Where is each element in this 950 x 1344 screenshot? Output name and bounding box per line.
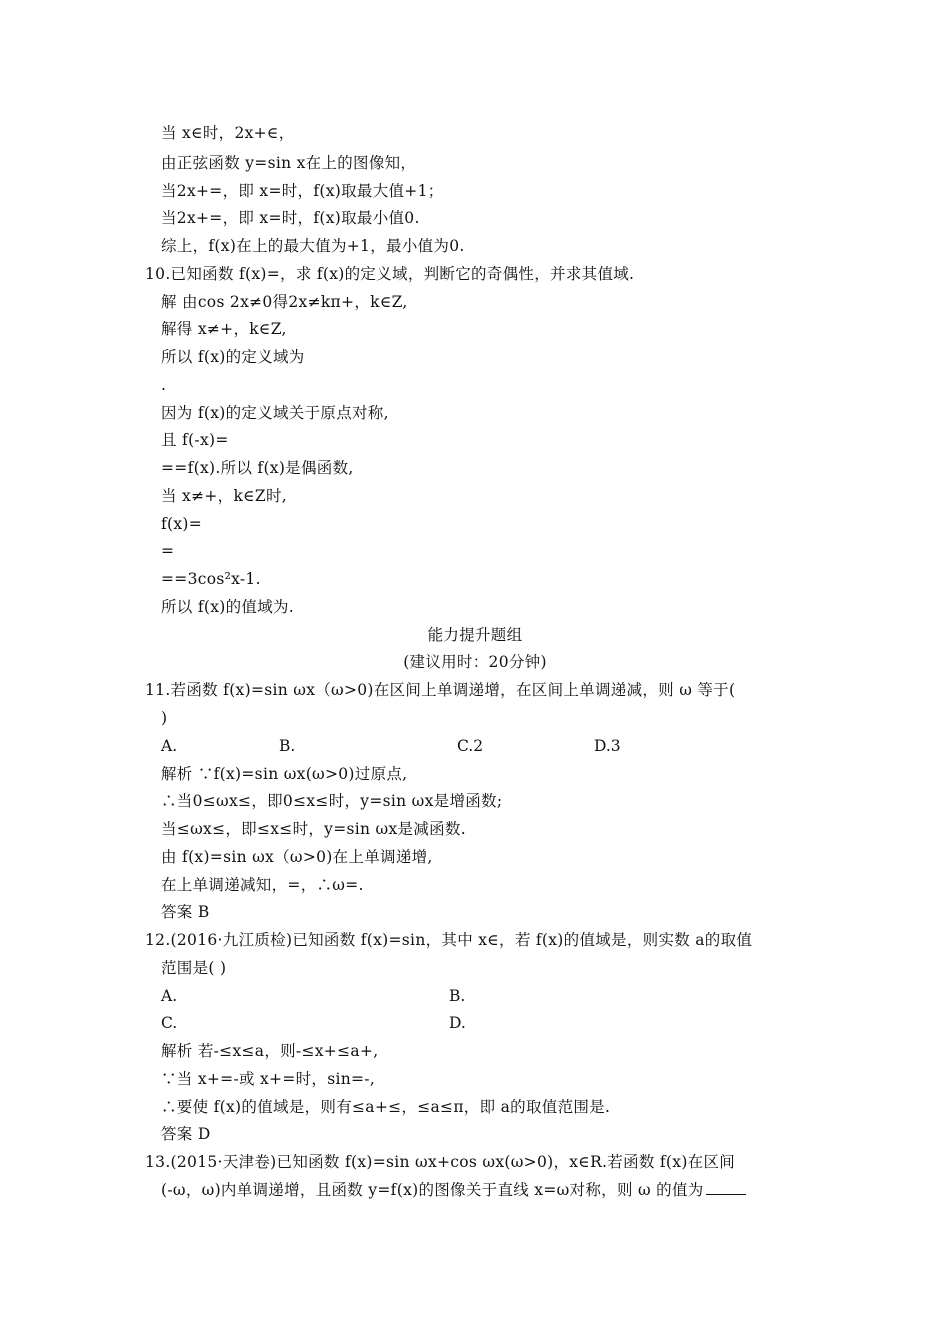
text-line: 当 x≠+，k∈Z时, — [161, 487, 288, 505]
text-line: 当 x∈时，2x+∈， — [161, 124, 295, 142]
text-line: f(x)= — [161, 515, 203, 533]
problem-10: 10.已知函数 f(x)=，求 f(x)的定义域，判断它的奇偶性，并求其值域. — [145, 265, 635, 283]
option-d: D. — [449, 1014, 466, 1032]
text-line: 范围是( ) — [161, 959, 227, 977]
text-line: 且 f(-x)= — [161, 431, 229, 449]
option-c: C.2 — [457, 737, 484, 755]
text-line: 解 由cos 2x≠0得2x≠kπ+，k∈Z, — [161, 293, 408, 311]
text-line: ∴要使 f(x)的值域是，则有≤a+≤，≤a≤π，即 a的取值范围是. — [161, 1098, 611, 1116]
text-line: ==3cos²x-1. — [161, 570, 261, 588]
option-c: C. — [161, 1014, 178, 1032]
text-line: 当2x+=，即 x=时，f(x)取最小值0. — [161, 209, 420, 227]
text-line: 当2x+=，即 x=时，f(x)取最大值+1； — [161, 182, 444, 200]
problem-11: 11.若函数 f(x)=sin ωx（ω>0)在区间上单调递增，在区间上单调递减，则 ω 等于( — [145, 681, 736, 699]
text-line: ==f(x).所以 f(x)是偶函数, — [161, 459, 354, 477]
text-line: 由正弦函数 y=sin x在上的图像知， — [161, 154, 417, 172]
text-line — [161, 1180, 746, 1200]
option-b: B. — [449, 987, 466, 1005]
section-subtitle: (建议用时：20分钟) — [403, 653, 547, 671]
text-line: . — [161, 376, 167, 394]
answer-blank — [706, 1180, 746, 1195]
problem-12: 12.(2016·九江质检)已知函数 f(x)=sin，其中 x∈，若 f(x)的值域是，则实数 a的取值 — [145, 931, 753, 949]
text-line: 所以 f(x)的值域为. — [161, 598, 295, 616]
text-line: 由 f(x)=sin ωx（ω>0)在上单调递增, — [161, 848, 433, 866]
answer: 答案 B — [161, 903, 210, 921]
option-a: A. — [161, 737, 178, 755]
text-line: 当≤ωx≤，即≤x≤时，y=sin ωx是减函数. — [161, 820, 466, 838]
text-line: 因为 f(x)的定义域关于原点对称, — [161, 404, 389, 422]
option-a: A. — [161, 987, 178, 1005]
text-line: ) — [161, 709, 168, 727]
answer: 答案 D — [161, 1125, 211, 1143]
section-title: 能力提升题组 — [427, 626, 523, 644]
text-line: 所以 f(x)的定义域为 — [161, 348, 305, 366]
problem-13: 13.(2015·天津卷)已知函数 f(x)=sin ωx+cos ωx(ω>0)，x∈R.若函数 f(x)在区间 — [145, 1153, 736, 1171]
text-line: 在上单调递减知，=，∴ω=. — [161, 876, 364, 894]
text-line: 解析 若-≤x≤a，则-≤x+≤a+, — [161, 1042, 379, 1060]
text-line: 解得 x≠+，k∈Z, — [161, 320, 287, 338]
option-b: B. — [279, 737, 296, 755]
text-line-content: (-ω，ω)内单调递增，且函数 y=f(x)的图像关于直线 x=ω对称，则 ω 的值为 — [161, 1181, 704, 1199]
text-line: = — [161, 542, 175, 560]
option-d: D.3 — [594, 737, 621, 755]
text-line: 综上，f(x)在上的最大值为+1，最小值为0. — [161, 237, 465, 255]
text-line: 解析 ∵f(x)=sin ωx(ω>0)过原点, — [161, 765, 408, 783]
text-line: ∴当0≤ωx≤，即0≤x≤时，y=sin ωx是增函数; — [161, 792, 503, 810]
text-line: ∵当 x+=-或 x+=时，sin=-, — [161, 1070, 376, 1088]
